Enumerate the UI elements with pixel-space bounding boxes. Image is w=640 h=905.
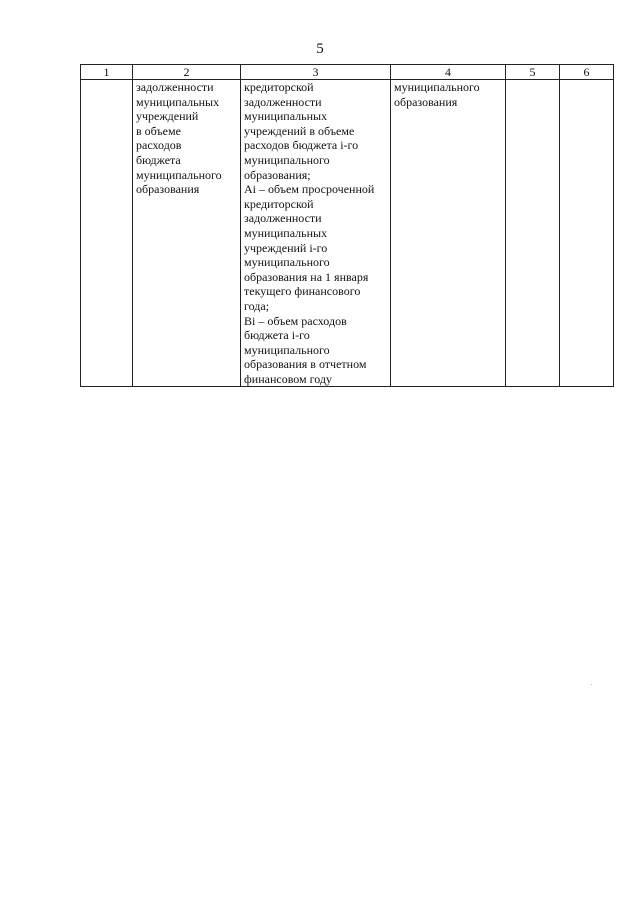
cell-line: бюджета xyxy=(136,152,181,167)
cell-line: кредиторской xyxy=(244,80,314,94)
cell-line: муниципальных xyxy=(244,225,328,240)
cell-line: текущего финансового xyxy=(244,284,361,299)
cell-line: учреждений i-го xyxy=(244,240,328,255)
column-header-4: 4 xyxy=(391,65,506,80)
cell-line: образования в отчетном xyxy=(244,357,367,372)
cell-col5 xyxy=(506,80,560,387)
cell-line: бюджета i-го xyxy=(244,328,310,343)
column-header-1: 1 xyxy=(81,65,133,80)
cell-line: расходов xyxy=(136,138,182,153)
column-header-3: 3 xyxy=(241,65,391,80)
cell-line: образования на 1 января xyxy=(244,269,369,284)
cell-line: образования xyxy=(394,94,458,109)
cell-line: учреждений xyxy=(136,109,199,124)
column-header-5: 5 xyxy=(506,65,560,80)
cell-line: муниципальных xyxy=(136,94,220,109)
cell-line: задолженности xyxy=(244,211,322,226)
cell-line: Bi – объем расходов xyxy=(244,313,347,328)
cell-col2 xyxy=(133,80,241,387)
column-header-6: 6 xyxy=(560,65,614,80)
cell-line: задолженности xyxy=(244,94,322,109)
cell-col1 xyxy=(81,80,133,387)
scan-speck xyxy=(591,684,592,685)
indicator-table xyxy=(80,64,614,387)
cell-col4 xyxy=(391,80,506,387)
cell-line: учреждений в объеме xyxy=(244,123,355,138)
cell-line: муниципального xyxy=(136,167,222,182)
cell-line: муниципального xyxy=(244,152,330,167)
cell-line: расходов бюджета i-го xyxy=(244,138,359,153)
cell-line: муниципального xyxy=(244,255,330,270)
cell-line: в объеме xyxy=(136,123,181,138)
column-header-2: 2 xyxy=(133,65,241,80)
page-number: 5 xyxy=(316,41,324,57)
cell-line: образования; xyxy=(244,167,311,182)
cell-col6 xyxy=(560,80,614,387)
cell-line: муниципальных xyxy=(244,109,328,124)
cell-line: задолженности xyxy=(136,80,214,94)
cell-col3 xyxy=(241,80,391,387)
cell-line: муниципального xyxy=(394,80,480,94)
cell-line: образования xyxy=(136,182,200,197)
cell-line: года; xyxy=(244,298,270,313)
cell-line: муниципального xyxy=(244,342,330,357)
cell-line: финансовом году xyxy=(244,371,333,386)
cell-line: Ai – объем просроченной xyxy=(244,182,375,197)
cell-line: кредиторской xyxy=(244,196,314,211)
table-header-row xyxy=(81,65,614,80)
table-row xyxy=(81,80,614,387)
